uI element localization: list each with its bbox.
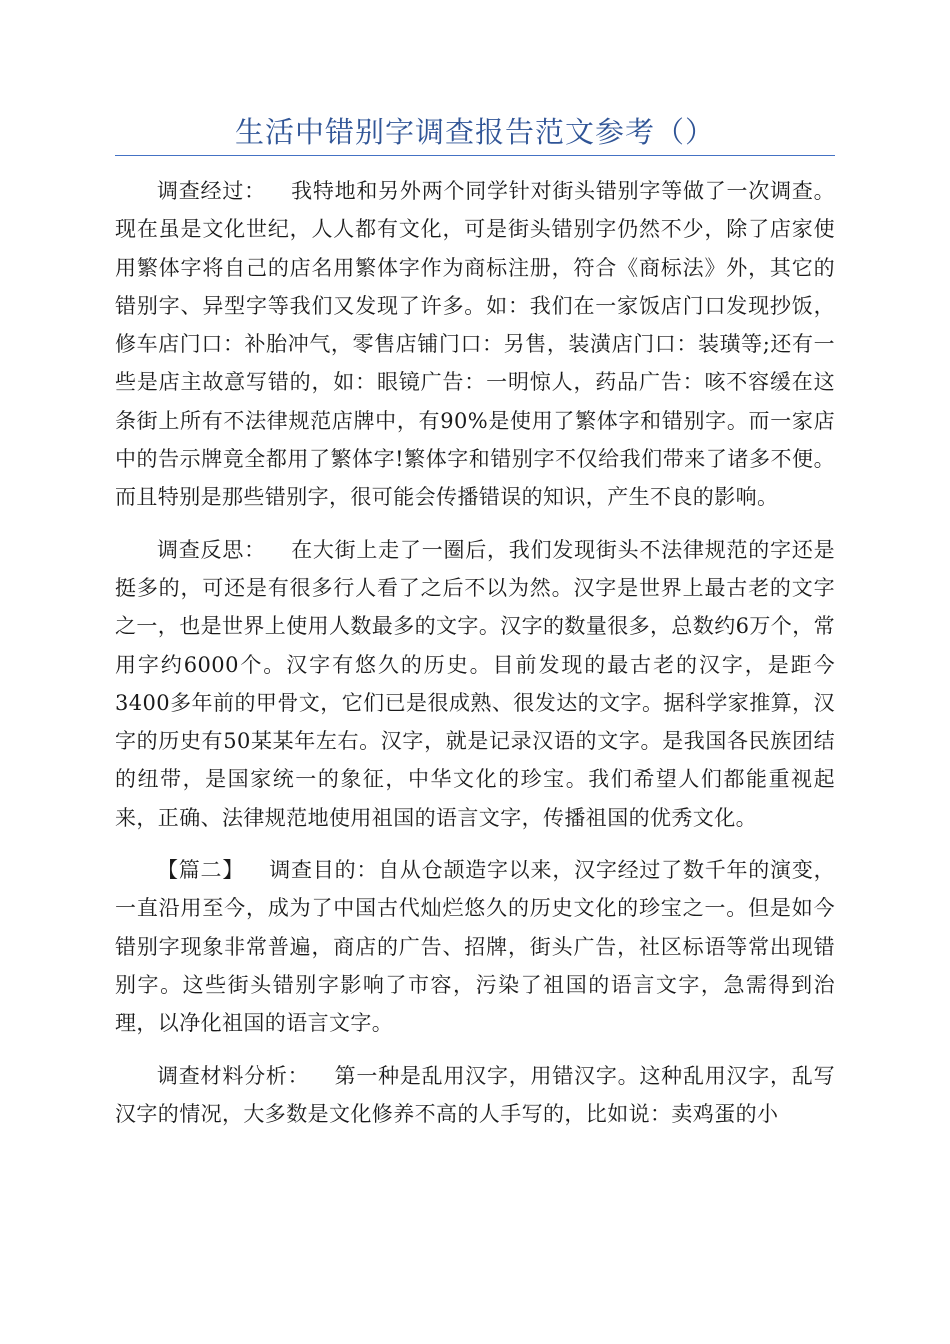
paragraph-process <box>115 172 835 517</box>
paragraph-text: 调查目的：自从仓颉造字以来，汉字经过了数千年的演变，一直沿用至今，成为了中国古代灿烂悠久的历史文化的珍宝之一。但是如今错别字现象非常普遍，商店的广告、招牌，街头广告，社区标语等常出现错别字。这些街头错别字影响了市容，污染了祖国的语言文字，急需得到治理，以净化祖国的语言文字。 <box>115 858 835 1036</box>
paragraph-lead: 调查经过： <box>157 179 266 203</box>
title-underline <box>115 155 835 156</box>
paragraph-lead: 调查材料分析： <box>157 1063 310 1088</box>
paragraph-text: 我特地和另外两个同学针对街头错别字等做了一次调查。现在虽是文化世纪，人人都有文化，可是街头错别字仍然不少，除了店家使用繁体字将自己的店名用繁体字作为商标注册，符合《商标法》外，其它的错别字、异型字等我们又发现了许多。如：我们在一家饭店门口发现抄饭，修车店门口：补胎冲气，零售店铺门口：另售，装潢店门口：装璜等;还有一些是店主故意写错的，如：眼镜广告：一明惊人，药品广告：咳不容缓在这条街上所有不法律规范店牌中，有90%是使用了繁体字和错别字。而一家店中的告示牌竟全都用了繁体字!繁体字和错别字不仅给我们带来了诸多不便。而且特别是那些错别字，很可能会传播错误的知识，产生不良的影响。 <box>115 179 836 510</box>
paragraph-part-two <box>115 851 835 1042</box>
paragraph-lead: 调查反思： <box>157 537 266 562</box>
document-title: 生活中错别字调查报告范文参考（） <box>234 115 715 149</box>
paragraph-text: 在大街上走了一圈后，我们发现街头不法律规范的字还是挺多的，可还是有很多行人看了之后不以为然。汉字是世界上最古老的文字之一，也是世界上使用人数最多的文字。汉字的数量很多，总数约6万个，常用字约6000个。汉字有悠久的历史。目前发现的最古老的汉字，是距今3400多年前的甲骨文，它们已是很成熟、很发达的文字。据科学家推算，汉字的历史有50某某年左右。汉字，就是记录汉语的文字。是我国各民族团结的纽带，是国家统一的象征，中华文化的珍宝。我们希望人们都能重视起来，正确、法律规范地使用祖国的语言文字，传播祖国的优秀文化。 <box>115 537 836 830</box>
paragraph-analysis <box>115 1057 835 1134</box>
document-body <box>115 172 835 1147</box>
paragraph-lead: 【篇二】 <box>157 858 245 883</box>
paragraph-reflection <box>115 531 835 837</box>
paragraph-text: 第一种是乱用汉字，用错汉字。这种乱用汉字，乱写汉字的情况，大多数是文化修养不高的人手写的，比如说：卖鸡蛋的小 <box>115 1063 835 1126</box>
